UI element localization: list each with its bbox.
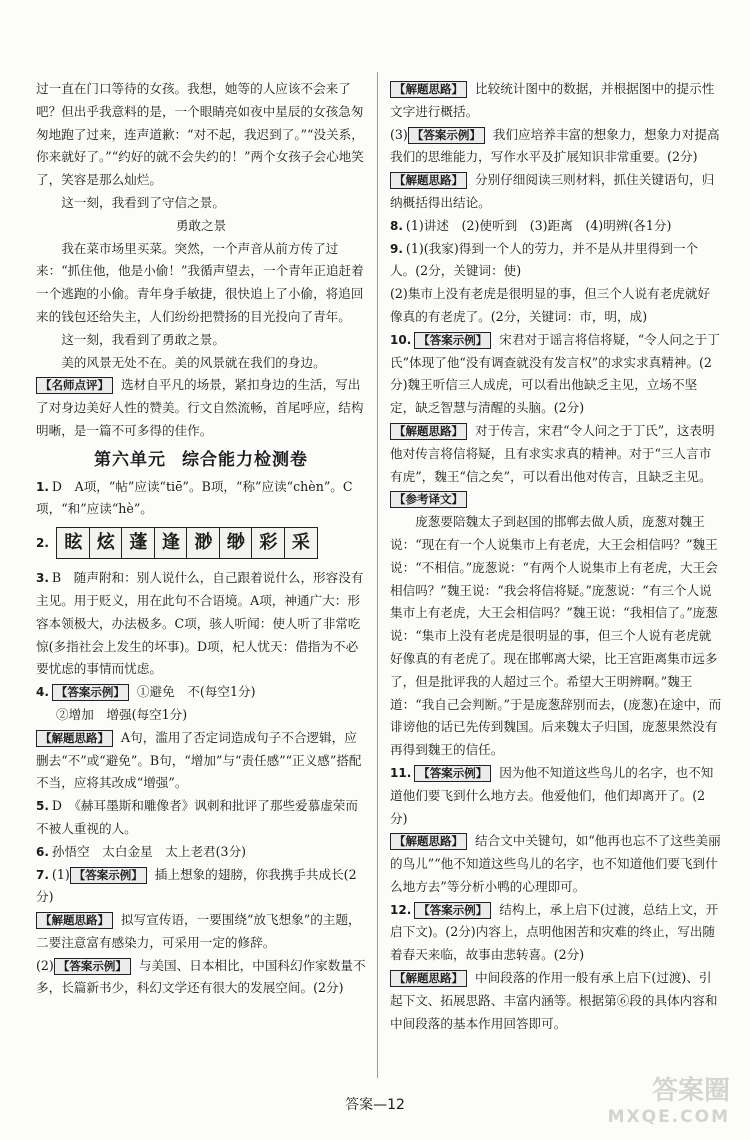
- grid-cell: 炫: [89, 527, 123, 559]
- essay-subtitle: 勇敢之景: [175, 217, 227, 233]
- essay-paragraph: 过一直在门口等待的女孩。我想，她等的人应该不会来了吧？但出乎我意料的是，一个眼睛亮如夜中星辰的女孩急匆匆地跑了过来，连声道歉：“对不起，我迟到了。”“没关系，你来就好了。”“约好的就不会失约的！”两个女孩子会心地笑了，笑容是那么灿烂。: [36, 81, 364, 188]
- grid-cell: 缈: [219, 527, 253, 559]
- answer-5: 5. D 《赫耳墨斯和雕像者》讽刺和批评了那些爱慕虚荣而不被人重视的人。: [36, 798, 358, 836]
- answer-8: 8. (1)讲述 (2)使听到 (3)距离 (4)明辨(各1分): [390, 217, 672, 233]
- column-divider: [377, 72, 378, 1078]
- right-column: [390, 78, 722, 1035]
- essay-paragraph: 这一刻，我看到了守信之景。: [61, 194, 225, 210]
- answer-2: 2. 眩 炫 蓬 逢 渺 缈 彩 采: [36, 527, 366, 559]
- answer-4b: ②增加 增强(每空1分): [56, 706, 188, 722]
- answer-7-2: (2) 【答案示例】 与美国、日本相比，中国科幻作家数量不多，长篇新书少，科幻文学还有很大的发展空间。(2分): [36, 957, 366, 996]
- unit-title: 第六单元 综合能力检测卷: [94, 449, 308, 470]
- answer-9-1: 9. (1)(我家)得到一个人的劳力，并不是从井里得到一个人。(2分，关键词：使): [390, 240, 699, 279]
- answer-10-think: 【解题思路】 对于传言，宋君“令人问之于丁氏”，这表明他对传言将信将疑，且有求实求真的精神。对于“三人言市有虎”，魏王“信之矣”，可以看出他对传言，且缺乏主见。: [390, 422, 715, 484]
- answer-6: 6. 孙悟空 太白金星 太上老君(3分): [36, 843, 247, 859]
- essay-paragraph: 这一刻，我看到了勇敢之景。: [61, 331, 225, 347]
- answer-7-3: (3) 【答案示例】 我们应培养丰富的想象力，想象力对提高我们的思维能力，写作水平及扩展知识非常重要。(2分): [390, 126, 720, 165]
- character-grid: [58, 527, 318, 559]
- teacher-comment: 【名师点评】 选材自平凡的场景，紧扣身边的生活，写出了对身边美好人性的赞美。行文自然流畅，首尾呼应，结构明晰，是一篇不可多得的佳作。: [36, 377, 364, 438]
- grid-cell: 逢: [154, 527, 188, 559]
- answer-4: 4. 【答案示例】 ①避免 不(每空1分): [36, 684, 256, 700]
- essay-paragraph: 美的风景无处不在。美的风景就在我们的身边。: [61, 354, 326, 370]
- grid-cell: 采: [284, 527, 318, 559]
- grid-cell: 彩: [251, 527, 285, 559]
- answer-12-think: 【解题思路】 中间段落的作用一般有承上启下(过渡)、引起下文、拓展思路、丰富内涵等。根据第⑥段的具体内容和中间段落的基本作用回答即可。: [390, 970, 718, 1031]
- answer-7-3-think: 【解题思路】 分别仔细阅读三则材料，抓住关键语句，归纳概括得出结论。: [390, 172, 715, 210]
- grid-cell: 眩: [56, 527, 90, 559]
- watermark-logo: 答案圈 MXQE.COM: [607, 1076, 730, 1127]
- grid-cell: 渺: [186, 527, 220, 559]
- answer-10: 10. 【答案示例】 宋君对于谣言将信将疑，“令人问之于丁氏”体现了他“没有调查就没有发言权”的求实求真精神。(2分)魏王听信三人成虎，可以看出他缺乏主见，立场不坚定，缺乏智慧与清醒的头脑。(2分): [390, 331, 720, 416]
- answer-12: 12. 【答案示例】 结构上，承上启下(过渡，总结上文，开启下文)。(2分)内容上，点明他困苦和灾难的终止，写出随着春天来临，故事由悲转喜。(2分): [390, 901, 719, 963]
- left-column: [36, 78, 366, 1000]
- answer-7-think: 【解题思路】 拟写宣传语，一要围绕“放飞想象”的主题，二要注意富有感染力，可采用一定的修辞。: [36, 912, 361, 950]
- essay-paragraph: 我在菜市场里买菜。突然，一个声音从前方传了过来：“抓住他，他是小偷！”我循声望去，一个青年正追赶着一个逃跑的小偷。青年身手敏捷，很快追上了小偷，将追回来的钱包还给失主，人们纷纷把赞扬的目光投向了青年。: [36, 240, 364, 324]
- answer-7-2-think: 【解题思路】 比较统计图中的数据，并根据图中的提示性文字进行概括。: [390, 81, 715, 119]
- answer-11: 11. 【答案示例】 因为他不知道这些鸟儿的名字，也不知道他们要飞到什么地方去。他爱他们，他们却离开了。(2分): [390, 764, 714, 826]
- answer-3: 3. B 随声附和：别人说什么，自己跟着说什么，形容没有主见。用于贬义，用在此句不合语境。A项，神通广大：形容本领极大，办法极多。C项，骇人听闻：使人听了非常吃惊(多指社会上发生的坏事)。D项，杞人忧天：借指为不必要忧虑的事情而忧虑。: [36, 570, 364, 677]
- comment-tag: 【名师点评】: [36, 377, 113, 394]
- answer-7-1: 7. (1) 【答案示例】 插上想象的翅膀，你我携手共成长(2分): [36, 866, 357, 905]
- page-number: 答案—12: [345, 1097, 405, 1113]
- grid-cell: 蓬: [121, 527, 155, 559]
- answer-4-think: 【解题思路】 A句，滥用了否定词造成句子不合逻辑，应删去“不”或“避免”。B句，“增加”与“责任感”“正义感”搭配不当，应将其改成“增强”。: [36, 729, 362, 791]
- translation-tag: 【参考译文】: [390, 488, 722, 511]
- answer-11-think: 【解题思路】 结合文中关键句，如“他再也忘不了这些美丽的鸟儿”“他不知道这些鸟儿的名字，也不知道他们要飞到什么地方去”等分析小鸭的心理即可。: [390, 833, 721, 894]
- answer-1: 1. D A项，“帖”应读“tiē”。B项，“称”应读“chèn”。C项，“和”应读“hè”。: [36, 478, 353, 517]
- answer-9-2: (2)集市上没有老虎是很明显的事，但三个人说有老虎就好像真的有老虎了。(2分，关键词：市，明，成): [390, 286, 711, 324]
- translation-text: 庞葱要陪魏太子到赵国的邯郸去做人质，庞葱对魏王说：“现在有一个人说集市上有老虎，大王会相信吗？”魏王说：“不相信。”庞葱说：“有两个人说集市上有老虎，大王会相信吗？”魏王说：“我会将信将疑。”庞葱说：“有三个人说集市上有老虎，大王会相信吗？”魏王说：“我相信了。”庞葱说：“集市上没有老虎是很明显的事，但三个人说有老虎就好像真的有老虎了。现在邯郸离大梁，比王宫距离集市远多了，但是批评我的人超过三个。希望大王明辨啊。”魏王道：“我自己会判断。”于是庞葱辞别而去，(庞葱)在途中，而诽谤他的话已先传到魏国。后来魏太子归国，庞葱果然没有再得到魏王的信任。: [390, 514, 722, 758]
